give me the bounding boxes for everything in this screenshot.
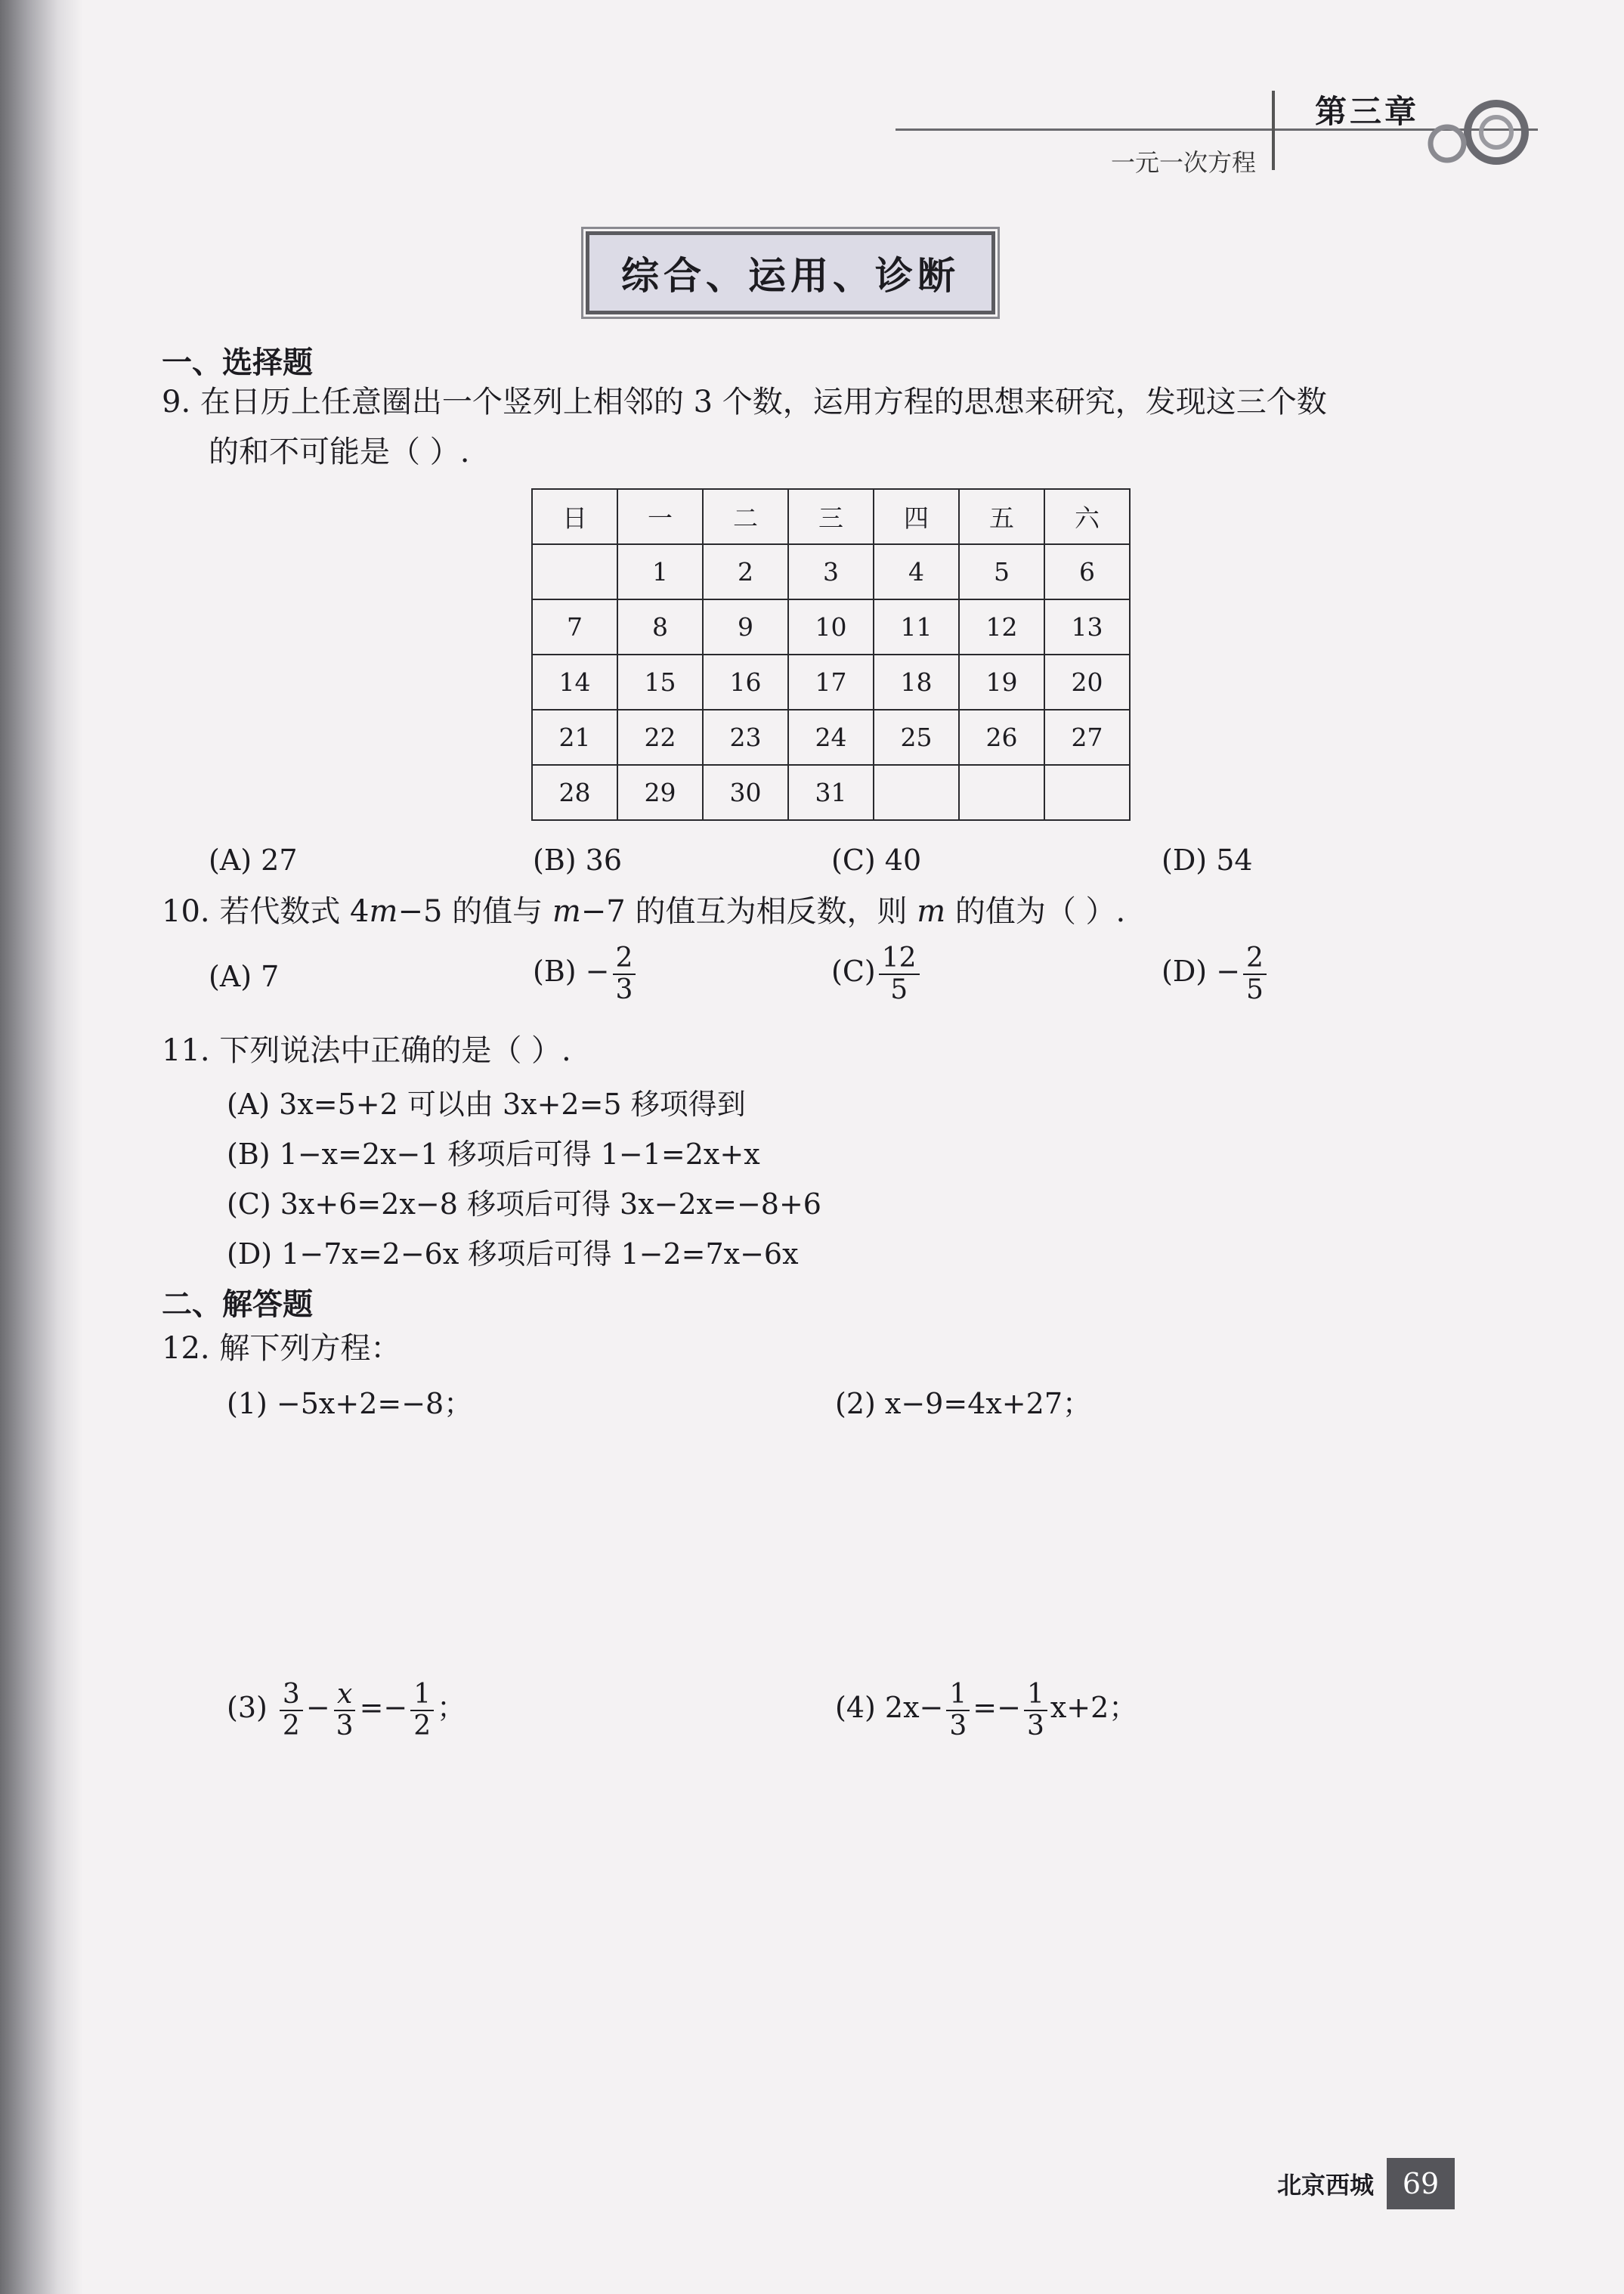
calendar-cell xyxy=(532,544,617,599)
page-number: 69 xyxy=(1387,2158,1455,2209)
calendar-cell: 13 xyxy=(1044,599,1130,655)
fraction-numerator: 1 xyxy=(946,1679,970,1711)
q9-option-c: (C) 40 xyxy=(831,844,922,877)
calendar-cell: 5 xyxy=(959,544,1044,599)
calendar-cell: 22 xyxy=(617,710,703,765)
calendar-cell: 16 xyxy=(703,655,788,710)
calendar-cell: 3 xyxy=(788,544,874,599)
calendar-cell: 20 xyxy=(1044,655,1130,710)
q10-option-c-fraction xyxy=(879,943,920,1005)
calendar-cell: 30 xyxy=(703,765,788,820)
calendar-row xyxy=(532,655,1130,710)
calendar-header-cell: 六 xyxy=(1044,489,1130,544)
q12-part4-frac-a xyxy=(946,1679,970,1741)
calendar-header-cell: 三 xyxy=(788,489,874,544)
q10-text-post: 的值为（ ）. xyxy=(945,894,1126,929)
fraction-numerator: 1 xyxy=(1024,1679,1047,1711)
q10-option-a: (A) 7 xyxy=(209,960,280,993)
q10-option-d-label: (D) − xyxy=(1162,955,1241,989)
q11-option-a: (A) 3x=5+2 可以由 3x+2=5 移项得到 xyxy=(227,1088,746,1121)
calendar-row xyxy=(532,599,1130,655)
q10-option-d xyxy=(1162,943,1270,1005)
calendar-cell: 24 xyxy=(788,710,874,765)
q9-option-a: (A) 27 xyxy=(209,844,298,877)
calendar-cell: 14 xyxy=(532,655,617,710)
q11-option-d: (D) 1−7x=2−6x 移项后可得 1−2=7x−6x xyxy=(227,1237,799,1271)
calendar-row xyxy=(532,710,1130,765)
q9-option-d: (D) 54 xyxy=(1162,844,1253,877)
fraction-denominator: 3 xyxy=(949,1710,967,1741)
calendar-row xyxy=(532,544,1130,599)
calendar-header-cell: 日 xyxy=(532,489,617,544)
calendar-header-cell: 五 xyxy=(959,489,1044,544)
header-divider xyxy=(1272,91,1275,170)
fraction-denominator: 3 xyxy=(615,974,633,1005)
section-heading-choice: 一、选择题 xyxy=(162,345,313,380)
q12-part3-end: ； xyxy=(437,1691,466,1725)
q12-part3-frac-b xyxy=(333,1679,357,1741)
book-spine-shadow xyxy=(0,0,83,2294)
calendar-cell: 26 xyxy=(959,710,1044,765)
footer-city: 北京西城 xyxy=(1277,2171,1375,2200)
calendar-cell: 25 xyxy=(874,710,959,765)
q9-option-b: (B) 36 xyxy=(533,844,623,877)
fraction-numerator: 1 xyxy=(410,1679,434,1711)
calendar-cell: 10 xyxy=(788,599,874,655)
calendar-header-row xyxy=(532,489,1130,544)
fraction-numerator: x xyxy=(334,1679,355,1711)
calendar-cell: 28 xyxy=(532,765,617,820)
q10-option-b-fraction xyxy=(613,943,636,1005)
q10-option-d-fraction xyxy=(1243,943,1267,1005)
q10-option-b xyxy=(533,943,639,1005)
calendar-cell xyxy=(959,765,1044,820)
fraction-denominator: 5 xyxy=(1246,974,1264,1005)
calendar-cell: 1 xyxy=(617,544,703,599)
q12-part2: (2) x−9=4x+27； xyxy=(835,1387,1091,1420)
q11-option-c: (C) 3x+6=2x−8 移项后可得 3x−2x=−8+6 xyxy=(227,1187,821,1221)
chapter-subtitle: 一元一次方程 xyxy=(1111,148,1257,177)
calendar-header-cell: 四 xyxy=(874,489,959,544)
calendar-header-cell: 二 xyxy=(703,489,788,544)
q12-part4-label: (4) 2x− xyxy=(835,1691,944,1725)
section-banner: 综合、运用、诊断 xyxy=(586,231,995,314)
q10-stem xyxy=(162,892,1125,931)
fraction-denominator: 2 xyxy=(282,1710,300,1741)
fraction-denominator: 5 xyxy=(890,974,908,1005)
chapter-title: 第三章 xyxy=(1315,93,1420,130)
calendar-cell: 4 xyxy=(874,544,959,599)
q10-var: m xyxy=(369,894,398,929)
calendar-cell: 2 xyxy=(703,544,788,599)
q12-part3 xyxy=(227,1679,466,1741)
section-heading-answer: 二、解答题 xyxy=(162,1287,313,1322)
q12-part1: (1) −5x+2=−8； xyxy=(227,1387,473,1420)
calendar-cell: 21 xyxy=(532,710,617,765)
q12-part3-op: − xyxy=(305,1691,330,1725)
calendar-cell: 18 xyxy=(874,655,959,710)
q12-part4-end: x+2； xyxy=(1050,1691,1138,1725)
calendar-cell xyxy=(874,765,959,820)
q12-part3-frac-c xyxy=(410,1679,434,1741)
q11-stem: 11. 下列说法中正确的是（ ）. xyxy=(162,1033,571,1068)
calendar-cell xyxy=(1044,765,1130,820)
fraction-numerator: 2 xyxy=(613,943,636,975)
q12-part4-eq: =− xyxy=(973,1691,1021,1725)
calendar-cell: 15 xyxy=(617,655,703,710)
fraction-denominator: 3 xyxy=(336,1710,354,1741)
q12-part3-label: (3) xyxy=(227,1691,268,1725)
calendar-cell: 6 xyxy=(1044,544,1130,599)
q10-text-mid1: −5 的值与 xyxy=(397,894,552,929)
calendar-cell: 29 xyxy=(617,765,703,820)
q12-part4 xyxy=(835,1679,1137,1741)
q12-part3-frac-a xyxy=(280,1679,303,1741)
fraction-numerator: 2 xyxy=(1243,943,1267,975)
fraction-numerator: 3 xyxy=(280,1679,303,1711)
fraction-denominator: 3 xyxy=(1026,1710,1044,1741)
q12-part4-frac-b xyxy=(1024,1679,1047,1741)
fraction-denominator: 2 xyxy=(413,1710,432,1741)
q9-line1: 9. 在日历上任意圈出一个竖列上相邻的 3 个数，运用方程的思想来研究，发现这三个数 xyxy=(162,385,1327,419)
calendar-cell: 23 xyxy=(703,710,788,765)
calendar-cell: 27 xyxy=(1044,710,1130,765)
calendar-table xyxy=(531,488,1131,821)
q10-option-b-label: (B) − xyxy=(533,955,610,989)
calendar-cell: 7 xyxy=(532,599,617,655)
calendar-cell: 8 xyxy=(617,599,703,655)
calendar-cell: 17 xyxy=(788,655,874,710)
calendar-header-cell: 一 xyxy=(617,489,703,544)
q12-stem: 12. 解下列方程： xyxy=(162,1331,401,1366)
calendar-cell: 9 xyxy=(703,599,788,655)
q11-option-b: (B) 1−x=2x−1 移项后可得 1−1=2x+x xyxy=(227,1138,760,1171)
q12-part3-eq: =− xyxy=(359,1691,408,1725)
calendar-cell: 12 xyxy=(959,599,1044,655)
q10-var: m xyxy=(552,894,581,929)
q10-option-c-label: (C) xyxy=(831,955,876,989)
q9-line2: 的和不可能是（ ）. xyxy=(209,435,470,469)
fraction-numerator: 12 xyxy=(879,943,920,975)
header-ornament-icon xyxy=(1406,91,1542,166)
calendar-cell: 31 xyxy=(788,765,874,820)
q10-text-pre: 10. 若代数式 4 xyxy=(162,894,370,929)
calendar-cell: 19 xyxy=(959,655,1044,710)
q10-text-mid2: −7 的值互为相反数，则 xyxy=(580,894,917,929)
q10-option-c xyxy=(831,943,923,1005)
calendar-cell: 11 xyxy=(874,599,959,655)
q10-var: m xyxy=(917,894,946,929)
calendar-row xyxy=(532,765,1130,820)
